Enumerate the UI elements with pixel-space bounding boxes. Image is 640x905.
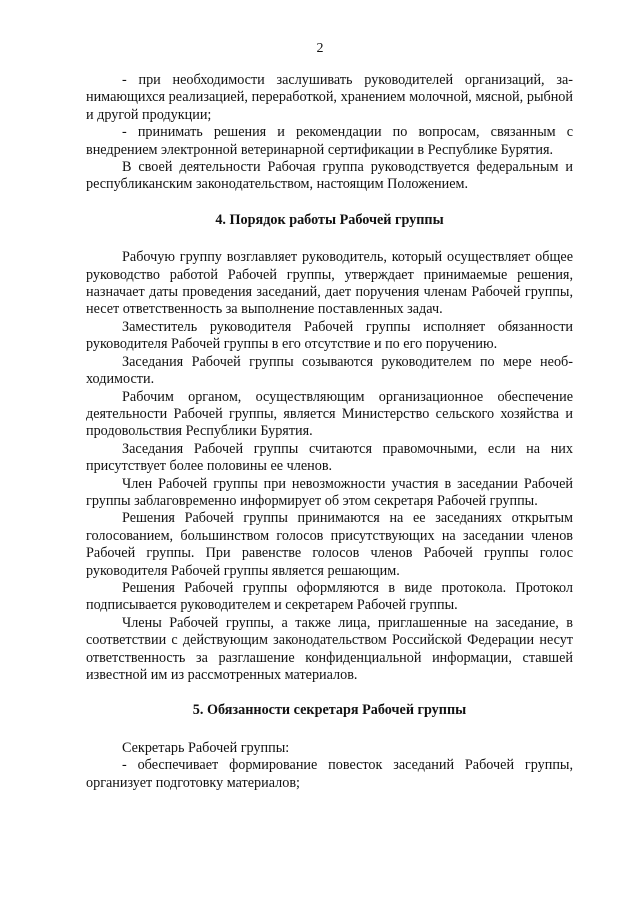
paragraph: Заместитель руководителя Рабочей группы исполняет обязанности руководителя Рабочей группы в его отсутствие и по его поручению. (86, 318, 573, 353)
page-number: 2 (316, 41, 324, 56)
paragraph: Член Рабочей группы при невозможности участия в заседании Рабочей группы заблаговременно информирует об этом секретаря Рабочей группы. (86, 475, 573, 509)
paragraph: Рабочим органом, осуществляющим организационное обеспечение деятельности Рабочей группы, является Министерство сельского хозяйства и продовольствия Республики Бурятия. (86, 388, 573, 440)
paragraph: Решения Рабочей группы принимаются на ее заседаниях открытым голосованием, большинством голосов присутствующих на заседании членов Рабочей группы. При равенстве голосов членов Рабочей группы голос руководителя Рабочей группы является решающим. (86, 510, 573, 579)
paragraph: - при необходимости заслушивать руководителей организаций, занимающихся реализацией, переработкой, хранением молочной, мясной, рыбной и другой продукции; (86, 72, 573, 123)
paragraph: Секретарь Рабочей группы: (122, 739, 290, 756)
section-heading-5: 5. Обязанности секретаря Рабочей группы (192, 702, 467, 719)
paragraph: Заседания Рабочей группы созываются руководителем по мере необходимости. (86, 353, 573, 388)
paragraph: Члены Рабочей группы, а также лица, приглашенные на заседание, в соответствии с действующим законодательством Российской Федерации несут ответственность за разглашение конфиденциальной информации, ставшей известной им из рассмотренных материалов. (86, 614, 573, 683)
paragraph: Решения Рабочей группы оформляются в виде протокола. Протокол подписывается руководителем и секретарем Рабочей группы. (86, 579, 573, 614)
paragraph: В своей деятельности Рабочая группа руководствуется федеральным и республиканским законодательством, настоящим Положением. (86, 159, 573, 193)
document-body (86, 72, 573, 792)
paragraph: - обеспечивает формирование повесток заседаний Рабочей группы, организует подготовку материалов; (86, 757, 573, 791)
paragraph: - принимать решения и рекомендации по вопросам, связанным с внедрением электронной ветеринарной сертификации в Республике Бурятия. (86, 124, 573, 158)
section-heading-4: 4. Порядок работы Рабочей группы (215, 211, 444, 228)
paragraph: Рабочую группу возглавляет руководитель, который осуществляет общее руководство работой Рабочей группы, утверждает принимаемые решения, назначает даты проведения заседаний, дает поручения членам Рабочей группы, несет ответственность за выполнение поставленных задач. (86, 249, 573, 318)
paragraph: Заседания Рабочей группы считаются правомочными, если на них присутствует более половины ее членов. (86, 440, 573, 475)
